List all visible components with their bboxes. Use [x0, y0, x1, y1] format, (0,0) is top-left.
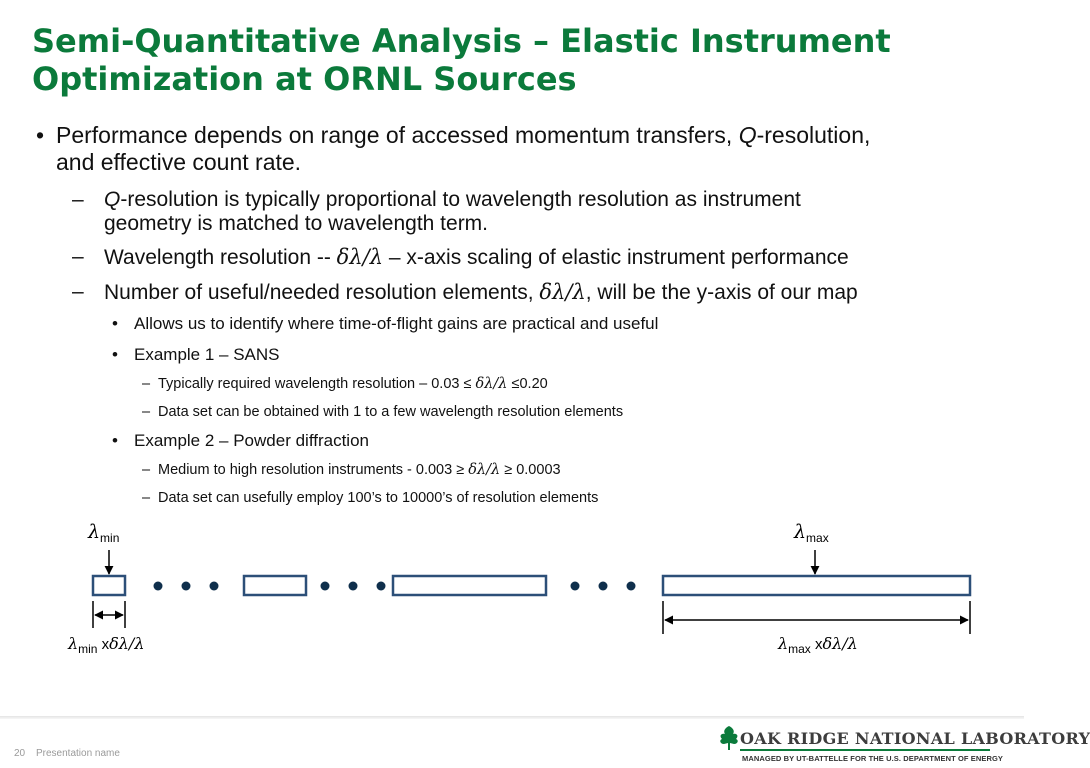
subbullet-q-resolution-text: -resolution is typically proportional to wavelength resolution as instrument geometry is matched to wavelength term.	[104, 188, 801, 235]
page-number: 20	[14, 748, 26, 759]
presentation-name: Presentation name	[36, 748, 120, 759]
l4-powder-suffix: ≥ 0.0003	[500, 462, 561, 478]
min-subscript: min	[100, 531, 120, 545]
dash-icon: –	[142, 376, 151, 392]
logo-rule	[740, 749, 990, 751]
lambda-max-label	[794, 521, 829, 545]
bullet-performance-text-b: -resolution, and effective count rate.	[56, 122, 871, 175]
q-symbol: Q	[104, 188, 121, 211]
lambda-symbol: λ	[88, 521, 101, 543]
logo-subtitle: MANAGED BY UT-BATTELLE FOR THE U.S. DEPARTMENT OF ENERGY	[742, 754, 1004, 763]
dash-icon: –	[142, 490, 151, 506]
lambda-min-times-ratio-label	[68, 634, 144, 656]
ellipsis-dots-2	[321, 582, 386, 591]
logo-text: OAK RIDGE NATIONAL LABORATORY	[740, 729, 1090, 748]
delta-lambda-ratio: δλ/λ	[822, 634, 858, 653]
ornl-logo	[718, 725, 1090, 765]
resolution-box-3	[393, 576, 546, 595]
l3-bullet-tof-gains-text: Allows us to identify where time-of-flight gains are practical and useful	[134, 314, 659, 333]
oak-leaf-icon	[718, 725, 740, 751]
delta-lambda-ratio: δλ/λ	[475, 376, 508, 392]
l4-sans-elements-text: Data set can be obtained with 1 to a few wavelength resolution elements	[158, 404, 624, 420]
bullet-performance-text-a: Performance depends on range of accessed momentum transfers,	[56, 122, 739, 148]
delta-lambda-ratio: δλ/λ	[468, 462, 501, 478]
ellipsis-dots-3	[571, 582, 636, 591]
times-symbol: x	[101, 636, 110, 653]
lambda-min-label	[88, 521, 119, 545]
bullet-dot-icon: •	[112, 345, 118, 364]
bullet-dot-icon: •	[36, 122, 45, 148]
resolution-box-max	[663, 576, 970, 595]
l3-bullet-example-powder-text: Example 2 – Powder diffraction	[134, 431, 369, 450]
dash-icon: –	[142, 462, 151, 478]
lambda-symbol: λ	[794, 521, 807, 543]
dash-icon: –	[72, 245, 84, 268]
dash-icon: –	[142, 404, 151, 420]
max-subscript: max	[806, 531, 829, 545]
l4-powder-elements-text: Data set can usefully employ 100’s to 10000’s of resolution elements	[158, 490, 599, 506]
ellipsis-dots-1	[154, 582, 219, 591]
l4-powder-prefix: Medium to high resolution instruments - 0.003 ≥	[158, 462, 469, 478]
subbullet-wavelength-prefix: Wavelength resolution --	[104, 246, 337, 269]
bullet-dot-icon: •	[112, 431, 118, 450]
min-subscript: min	[78, 642, 98, 656]
subbullet-wavelength-suffix: – x-axis scaling of elastic instrument performance	[383, 246, 849, 269]
lambda-max-times-ratio-label	[778, 634, 858, 656]
lambda-symbol: λ	[68, 634, 79, 653]
resolution-box-2	[244, 576, 306, 595]
dash-icon: –	[72, 280, 84, 303]
subbullet-elements-suffix: , will be the y-axis of our map	[585, 281, 858, 304]
footer-divider	[0, 716, 1024, 719]
l4-sans-suffix: ≤0.20	[507, 376, 548, 392]
times-symbol: x	[814, 636, 823, 653]
l3-bullet-example-sans-text: Example 1 – SANS	[134, 345, 280, 364]
delta-lambda-ratio: δλ/λ	[539, 280, 586, 304]
lambda-symbol: λ	[778, 634, 789, 653]
resolution-box-min	[93, 576, 125, 595]
delta-lambda-ratio: δλ/λ	[109, 634, 145, 653]
l4-sans-prefix: Typically required wavelength resolution – 0.03 ≤	[158, 376, 476, 392]
bullet-dot-icon: •	[112, 314, 118, 333]
slide-title: Semi-Quantitative Analysis – Elastic Instrument Optimization at ORNL Sources	[32, 22, 891, 98]
max-subscript: max	[788, 642, 811, 656]
dash-icon: –	[72, 188, 84, 211]
q-symbol: Q	[738, 122, 757, 148]
delta-lambda-ratio: δλ/λ	[336, 245, 384, 269]
subbullet-elements-prefix: Number of useful/needed resolution elements,	[104, 281, 540, 304]
